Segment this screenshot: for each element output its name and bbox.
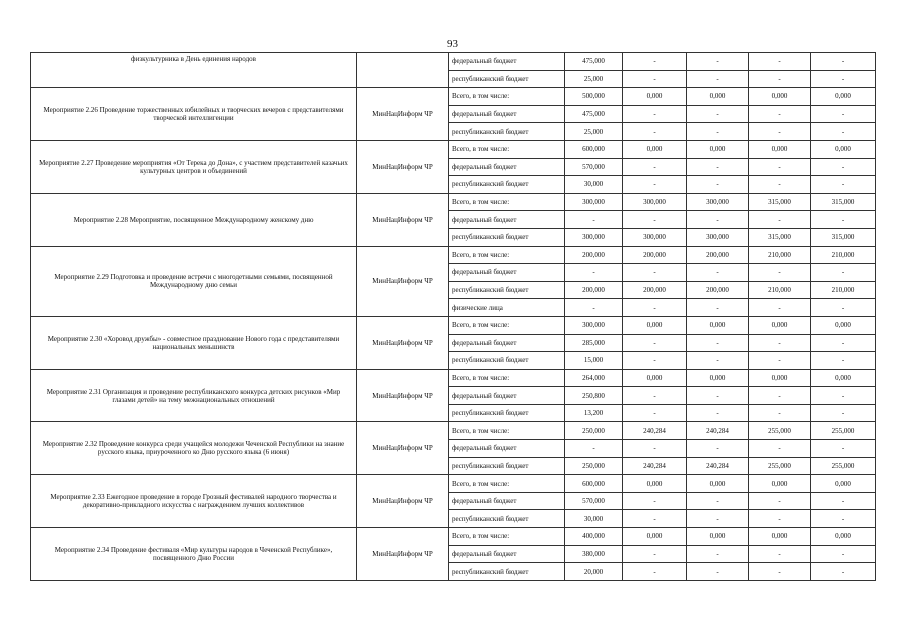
amount-cell: 255,000 — [749, 422, 811, 440]
executor-cell: МинНацИнформ ЧР — [357, 316, 449, 369]
amount-cell: - — [687, 264, 749, 282]
activity-cell: Мероприятие 2.31 Организация и проведение республиканского конкурса детских рисунков «Мир глазами детей» на тему межнациональных отношений — [31, 369, 357, 422]
amount-cell: - — [811, 404, 876, 422]
amount-cell: 600,000 — [565, 475, 623, 493]
funding-source-cell: Всего, в том числе: — [449, 88, 565, 106]
funding-source-cell: федеральный бюджет — [449, 440, 565, 458]
amount-cell: 240,284 — [623, 422, 687, 440]
executor-cell: МинНацИнформ ЧР — [357, 88, 449, 141]
amount-cell: - — [811, 123, 876, 141]
executor-cell: МинНацИнформ ЧР — [357, 528, 449, 581]
amount-cell: - — [687, 70, 749, 88]
amount-cell: - — [811, 563, 876, 581]
funding-source-cell: республиканский бюджет — [449, 510, 565, 528]
amount-cell: 200,000 — [687, 246, 749, 264]
executor-cell: МинНацИнформ ЧР — [357, 193, 449, 246]
amount-cell: - — [811, 387, 876, 405]
amount-cell: - — [687, 105, 749, 123]
amount-cell: 200,000 — [565, 246, 623, 264]
amount-cell: - — [811, 158, 876, 176]
amount-cell: 0,000 — [749, 528, 811, 546]
amount-cell: - — [811, 176, 876, 194]
amount-cell: 13,200 — [565, 404, 623, 422]
funding-source-cell: Всего, в том числе: — [449, 475, 565, 493]
table-row — [31, 422, 876, 440]
amount-cell: 255,000 — [811, 422, 876, 440]
amount-cell: 0,000 — [749, 316, 811, 334]
amount-cell: 0,000 — [623, 140, 687, 158]
amount-cell: - — [749, 510, 811, 528]
amount-cell: - — [623, 299, 687, 317]
amount-cell: 300,000 — [565, 316, 623, 334]
funding-source-cell: Всего, в том числе: — [449, 528, 565, 546]
amount-cell: - — [623, 211, 687, 229]
amount-cell: 300,000 — [623, 193, 687, 211]
amount-cell: 0,000 — [687, 316, 749, 334]
activity-cell: Мероприятие 2.30 «Хоровод дружбы» - совместное празднование Нового года с представителями национальных меньшинств — [31, 316, 357, 369]
amount-cell: - — [687, 299, 749, 317]
amount-cell: - — [623, 176, 687, 194]
amount-cell: 0,000 — [623, 528, 687, 546]
amount-cell: 500,000 — [565, 88, 623, 106]
amount-cell: 240,284 — [687, 457, 749, 475]
funding-source-cell: республиканский бюджет — [449, 281, 565, 299]
amount-cell: - — [623, 264, 687, 282]
activity-cell: Мероприятие 2.34 Проведение фестиваля «Мир культуры народов в Чеченской Республике», посвященного Дню России — [31, 528, 357, 581]
amount-cell: 240,284 — [687, 422, 749, 440]
amount-cell: 285,000 — [565, 334, 623, 352]
amount-cell: - — [811, 352, 876, 370]
amount-cell: 210,000 — [749, 246, 811, 264]
funding-source-cell: федеральный бюджет — [449, 53, 565, 71]
amount-cell: - — [623, 563, 687, 581]
amount-cell: 200,000 — [687, 281, 749, 299]
amount-cell: 400,000 — [565, 528, 623, 546]
table-row — [31, 193, 876, 211]
amount-cell: - — [749, 299, 811, 317]
amount-cell: - — [811, 440, 876, 458]
amount-cell: - — [687, 440, 749, 458]
funding-table — [30, 52, 876, 581]
amount-cell: - — [687, 404, 749, 422]
amount-cell: - — [687, 334, 749, 352]
amount-cell: 315,000 — [749, 193, 811, 211]
funding-source-cell: федеральный бюджет — [449, 545, 565, 563]
table-row — [31, 246, 876, 264]
amount-cell: 0,000 — [687, 140, 749, 158]
amount-cell: 210,000 — [749, 281, 811, 299]
amount-cell: - — [623, 510, 687, 528]
table-row — [31, 316, 876, 334]
amount-cell: - — [687, 123, 749, 141]
amount-cell: 0,000 — [749, 88, 811, 106]
amount-cell: - — [623, 70, 687, 88]
amount-cell: - — [811, 299, 876, 317]
amount-cell: - — [687, 510, 749, 528]
amount-cell: - — [749, 176, 811, 194]
amount-cell: 0,000 — [749, 369, 811, 387]
amount-cell: 250,000 — [565, 457, 623, 475]
amount-cell: - — [623, 53, 687, 71]
amount-cell: 0,000 — [811, 369, 876, 387]
amount-cell: 300,000 — [565, 228, 623, 246]
funding-source-cell: республиканский бюджет — [449, 563, 565, 581]
amount-cell: - — [687, 158, 749, 176]
amount-cell: - — [623, 387, 687, 405]
amount-cell: 0,000 — [623, 316, 687, 334]
amount-cell: - — [811, 334, 876, 352]
amount-cell: 0,000 — [811, 140, 876, 158]
amount-cell: - — [687, 352, 749, 370]
amount-cell: - — [623, 334, 687, 352]
activity-cell: Мероприятие 2.28 Мероприятие, посвященное Международному женскому дню — [31, 193, 357, 246]
amount-cell: - — [623, 123, 687, 141]
amount-cell: 210,000 — [811, 246, 876, 264]
amount-cell: 0,000 — [687, 88, 749, 106]
amount-cell: 25,000 — [565, 70, 623, 88]
funding-source-cell: республиканский бюджет — [449, 457, 565, 475]
funding-source-cell: республиканский бюджет — [449, 352, 565, 370]
funding-source-cell: федеральный бюджет — [449, 211, 565, 229]
amount-cell: 0,000 — [749, 140, 811, 158]
amount-cell: - — [749, 158, 811, 176]
amount-cell: 300,000 — [623, 228, 687, 246]
amount-cell: 0,000 — [623, 88, 687, 106]
amount-cell: - — [749, 53, 811, 71]
amount-cell: - — [565, 264, 623, 282]
funding-source-cell: федеральный бюджет — [449, 387, 565, 405]
amount-cell: - — [749, 352, 811, 370]
funding-source-cell: Всего, в том числе: — [449, 193, 565, 211]
amount-cell: - — [687, 492, 749, 510]
funding-source-cell: федеральный бюджет — [449, 334, 565, 352]
funding-source-cell: Всего, в том числе: — [449, 422, 565, 440]
amount-cell: - — [565, 440, 623, 458]
amount-cell: - — [623, 440, 687, 458]
amount-cell: 200,000 — [565, 281, 623, 299]
amount-cell: - — [811, 211, 876, 229]
amount-cell: - — [749, 387, 811, 405]
amount-cell: - — [623, 352, 687, 370]
amount-cell: 0,000 — [687, 528, 749, 546]
amount-cell: 15,000 — [565, 352, 623, 370]
amount-cell: - — [811, 53, 876, 71]
executor-cell: МинНацИнформ ЧР — [357, 422, 449, 475]
amount-cell: - — [687, 53, 749, 71]
amount-cell: - — [811, 510, 876, 528]
amount-cell: - — [687, 563, 749, 581]
activity-cell: Мероприятие 2.32 Проведение конкурса среди учащейся молодежи Чеченской Республики на знание русского языка, приуроченного ко Дню русского языка (6 июня) — [31, 422, 357, 475]
table-row — [31, 528, 876, 546]
amount-cell: 0,000 — [687, 369, 749, 387]
funding-source-cell: физические лица — [449, 299, 565, 317]
amount-cell: - — [687, 387, 749, 405]
amount-cell: - — [623, 492, 687, 510]
amount-cell: 475,000 — [565, 53, 623, 71]
amount-cell: 0,000 — [811, 528, 876, 546]
funding-source-cell: федеральный бюджет — [449, 264, 565, 282]
amount-cell: 570,000 — [565, 158, 623, 176]
executor-cell: МинНацИнформ ЧР — [357, 369, 449, 422]
funding-source-cell: Всего, в том числе: — [449, 316, 565, 334]
amount-cell: 315,000 — [749, 228, 811, 246]
amount-cell: - — [749, 123, 811, 141]
amount-cell: - — [687, 545, 749, 563]
amount-cell: 250,800 — [565, 387, 623, 405]
amount-cell: 20,000 — [565, 563, 623, 581]
amount-cell: - — [811, 70, 876, 88]
amount-cell: 600,000 — [565, 140, 623, 158]
funding-source-cell: федеральный бюджет — [449, 105, 565, 123]
amount-cell: - — [811, 264, 876, 282]
amount-cell: 315,000 — [811, 228, 876, 246]
executor-cell: МинНацИнформ ЧР — [357, 475, 449, 528]
activity-cell: Мероприятие 2.27 Проведение мероприятия «От Терека до Дона», с участием представителей казачьих культурных центров и объединений — [31, 140, 357, 193]
amount-cell: 300,000 — [687, 228, 749, 246]
table-row — [31, 140, 876, 158]
amount-cell: - — [811, 545, 876, 563]
amount-cell: 475,000 — [565, 105, 623, 123]
amount-cell: 30,000 — [565, 176, 623, 194]
amount-cell: 250,000 — [565, 422, 623, 440]
table-row — [31, 88, 876, 106]
amount-cell: 0,000 — [623, 369, 687, 387]
funding-source-cell: федеральный бюджет — [449, 492, 565, 510]
amount-cell: - — [623, 105, 687, 123]
amount-cell: 210,000 — [811, 281, 876, 299]
amount-cell: - — [687, 176, 749, 194]
activity-cell: физкультурника в День единения народов — [31, 53, 357, 88]
amount-cell: 200,000 — [623, 281, 687, 299]
amount-cell: 0,000 — [623, 475, 687, 493]
table-row — [31, 53, 876, 71]
amount-cell: 240,284 — [623, 457, 687, 475]
amount-cell: - — [565, 299, 623, 317]
amount-cell: - — [623, 545, 687, 563]
activity-cell: Мероприятие 2.26 Проведение торжественных юбилейных и творческих вечеров с представителями творческой интеллигенции — [31, 88, 357, 141]
amount-cell: - — [749, 492, 811, 510]
amount-cell: 0,000 — [811, 88, 876, 106]
amount-cell: - — [623, 158, 687, 176]
funding-source-cell: республиканский бюджет — [449, 404, 565, 422]
amount-cell: 380,000 — [565, 545, 623, 563]
executor-cell — [357, 53, 449, 88]
activity-cell: Мероприятие 2.29 Подготовка и проведение встречи с многодетными семьями, посвященной Международному дню семьи — [31, 246, 357, 316]
amount-cell: - — [811, 105, 876, 123]
amount-cell: - — [749, 404, 811, 422]
funding-source-cell: республиканский бюджет — [449, 228, 565, 246]
funding-source-cell: федеральный бюджет — [449, 158, 565, 176]
amount-cell: - — [749, 211, 811, 229]
amount-cell: - — [749, 334, 811, 352]
amount-cell: 30,000 — [565, 510, 623, 528]
amount-cell: 255,000 — [749, 457, 811, 475]
amount-cell: 255,000 — [811, 457, 876, 475]
funding-source-cell: Всего, в том числе: — [449, 369, 565, 387]
amount-cell: - — [811, 492, 876, 510]
funding-source-cell: республиканский бюджет — [449, 123, 565, 141]
amount-cell: 0,000 — [749, 475, 811, 493]
amount-cell: 300,000 — [687, 193, 749, 211]
amount-cell: 200,000 — [623, 246, 687, 264]
amount-cell: 0,000 — [687, 475, 749, 493]
amount-cell: - — [749, 545, 811, 563]
funding-source-cell: Всего, в том числе: — [449, 140, 565, 158]
amount-cell: 570,000 — [565, 492, 623, 510]
amount-cell: - — [623, 404, 687, 422]
amount-cell: - — [749, 105, 811, 123]
amount-cell: - — [687, 211, 749, 229]
amount-cell: - — [749, 440, 811, 458]
amount-cell: 0,000 — [811, 316, 876, 334]
amount-cell: 315,000 — [811, 193, 876, 211]
amount-cell: - — [565, 211, 623, 229]
amount-cell: 25,000 — [565, 123, 623, 141]
table-row — [31, 369, 876, 387]
amount-cell: - — [749, 70, 811, 88]
funding-source-cell: республиканский бюджет — [449, 176, 565, 194]
amount-cell: - — [749, 264, 811, 282]
activity-cell: Мероприятие 2.33 Ежегодное проведение в городе Грозный фестивалей народного творчества и декоративно-прикладного искусства с награждением лучших коллективов — [31, 475, 357, 528]
amount-cell: - — [749, 563, 811, 581]
table-row — [31, 475, 876, 493]
amount-cell: 300,000 — [565, 193, 623, 211]
executor-cell: МинНацИнформ ЧР — [357, 140, 449, 193]
funding-source-cell: республиканский бюджет — [449, 70, 565, 88]
funding-source-cell: Всего, в том числе: — [449, 246, 565, 264]
amount-cell: 264,000 — [565, 369, 623, 387]
amount-cell: 0,000 — [811, 475, 876, 493]
table-body — [31, 53, 876, 581]
executor-cell: МинНацИнформ ЧР — [357, 246, 449, 316]
page-number: 93 — [447, 38, 458, 50]
